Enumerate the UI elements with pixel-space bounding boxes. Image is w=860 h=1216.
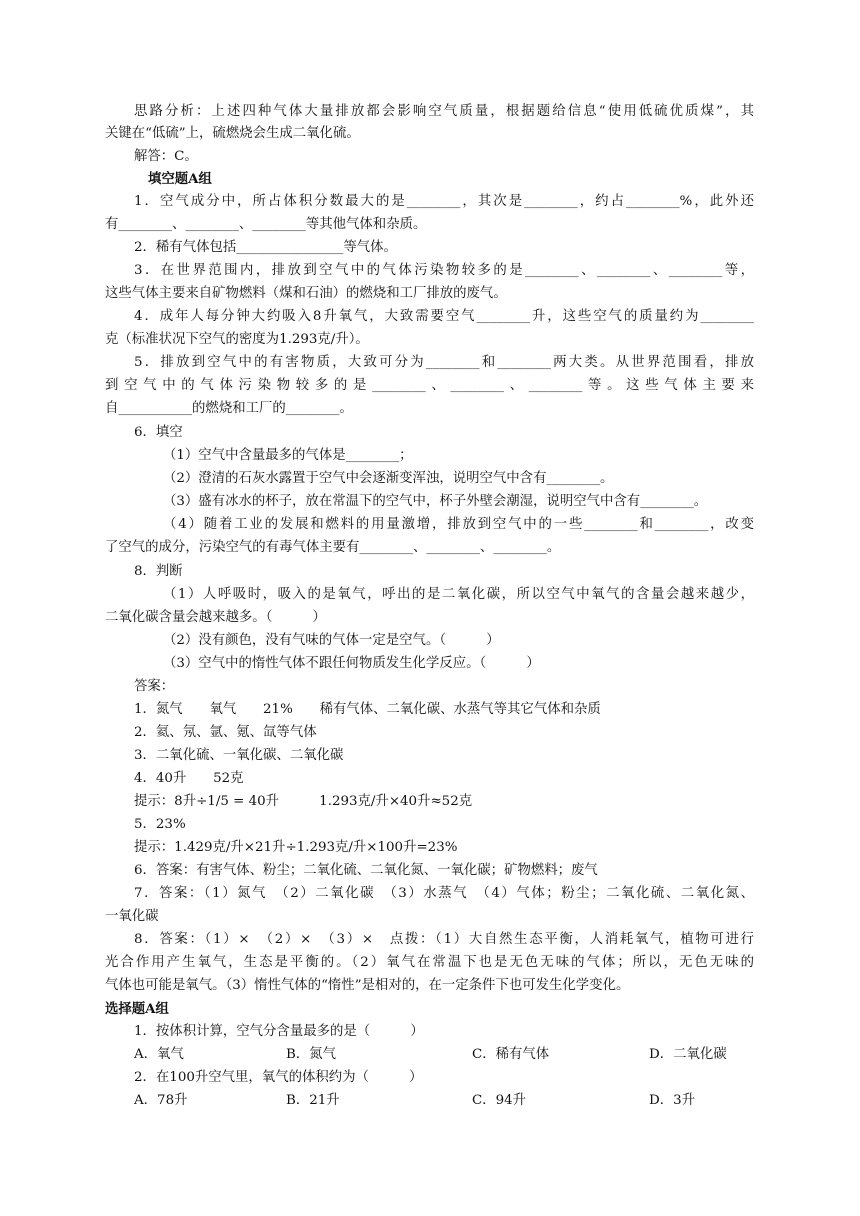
choice-q1-option-a: A．氧气: [134, 1047, 184, 1062]
answer-1: 1．氮气 氧气 21% 稀有气体、二氧化碳、水蒸气等其它气体和杂质: [134, 702, 601, 717]
question-8-part-1-line-1: （1）人呼吸时，吸入的是氧气，呼出的是二氧化碳，所以空气中氧气的含量会越来越少，: [163, 587, 754, 602]
answer-5: 5．23%: [134, 817, 186, 832]
answer-4: 4．40升 52克: [134, 771, 244, 786]
question-5-line-3: 自___________的燃烧和工厂的________。: [105, 401, 353, 416]
choice-q2-option-d: D．3升: [649, 1093, 696, 1108]
answer-8-line-3: 气体也可能是氧气。（3）惰性气体的“惰性”是相对的，在一定条件下也可发生化学变化。: [105, 978, 630, 993]
answer-3: 3．二氧化硫、一氧化碳、二氧化碳: [134, 748, 344, 763]
question-6-part-3: （3）盛有冰水的杯子，放在常温下的空气中，杯子外壁会潮湿，说明空气中含有________。: [163, 494, 708, 509]
answer-line: 解答：C。: [134, 149, 198, 164]
choice-q1-option-c: C．稀有气体: [472, 1047, 550, 1062]
choice-q2-option-c: C．94升: [472, 1093, 527, 1108]
question-6-part-4-line-1: （4）随着工业的发展和燃料的用量激增，排放到空气中的一些________和________，改变: [163, 517, 754, 532]
answer-8-line-2: 光合作用产生氧气，生态是平衡的。（2）氧气在常温下也是无色无味的气体；所以，无色无味的: [105, 955, 754, 970]
answer-4-hint: 提示：8升÷1/5 = 40升 1.293克/升×40升≈52克: [134, 794, 473, 809]
question-1-line-2: 有________、________、________等其他气体和杂质。: [105, 217, 427, 232]
question-1-line-1: 1．空气成分中，所占体积分数最大的是________，其次是________，约占________%，此外还: [134, 194, 754, 209]
question-6-part-4-line-2: 了空气的成分，污染空气的有毒气体主要有________、________、________。: [105, 540, 561, 555]
question-6-part-2: （2）澄清的石灰水露置于空气中会逐渐变浑浊，说明空气中含有________。: [163, 471, 614, 486]
analysis-line-1: 思路分析：上述四种气体大量排放都会影响空气质量，根据题给信息“使用低硫优质煤”，其: [134, 104, 754, 119]
question-4-line-1: 4．成年人每分钟大约吸入8升氧气，大致需要空气________升，这些空气的质量约为________: [134, 309, 754, 324]
question-5-line-2: 到空气中的气体污染物较多的是________、________、________等。这些气体主要来: [105, 378, 754, 393]
question-4-line-2: 克（标准状况下空气的密度为1.293克/升）。: [105, 332, 369, 347]
question-3-line-1: 3．在世界范围内，排放到空气中的气体污染物较多的是________、________、________等，: [134, 263, 754, 278]
section-heading-fill-a: 填空题A组: [148, 171, 212, 187]
question-3-line-2: 这些气体主要来自矿物燃料（煤和石油）的燃烧和工厂排放的废气。: [105, 286, 507, 301]
analysis-line-2: 关键在“低硫”上，硫燃烧会生成二氧化硫。: [105, 126, 360, 141]
question-8-heading: 8．判断: [134, 564, 183, 579]
answer-5-hint: 提示：1.429克/升×21升÷1.293克/升×100升=23%: [134, 840, 458, 855]
answer-7-line-2: 一氧化碳: [105, 909, 159, 924]
question-8-part-2: （2）没有颜色，没有气味的气体一定是空气。（ ）: [163, 633, 500, 648]
choice-q1-option-b: B．氮气: [286, 1047, 337, 1062]
answer-6: 6．答案：有害气体、粉尘；二氧化硫、二氧化氮、一氧化碳；矿物燃料；废气: [134, 863, 598, 878]
question-2: 2．稀有气体包括________________等气体。: [134, 240, 397, 255]
answers-heading: 答案：: [134, 679, 175, 694]
question-8-part-1-line-2: 二氧化碳含量会越来越多。（ ）: [105, 610, 326, 625]
question-5-line-1: 5．排放到空气中的有害物质，大致可分为________和________两大类。从世界范围看，排放: [134, 355, 754, 370]
answer-8-line-1: 8．答案：（1）× （2）× （3）× 点拨：（1）大自然生态平衡，人消耗氧气，植物可进行: [134, 932, 754, 947]
answer-2: 2．氦、氖、氩、氪、氙等气体: [134, 725, 317, 740]
answer-7-line-1: 7．答案：（1）氮气 （2）二氧化碳 （3）水蒸气 （4）气体；粉尘；二氧化硫、二氧化氮、: [134, 886, 754, 901]
question-8-part-3: （3）空气中的惰性气体不跟任何物质发生化学反应。（ ）: [163, 656, 540, 671]
choice-q1-option-d: D．二氧化碳: [649, 1047, 727, 1062]
section-heading-choice-a: 选择题A组: [105, 1001, 169, 1017]
question-6-heading: 6．填空: [134, 425, 183, 440]
question-6-part-1: （1）空气中含量最多的气体是________；: [163, 448, 413, 463]
choice-q2-option-a: A．78升: [134, 1093, 188, 1108]
choice-question-2: 2．在100升空气里，氧气的体积约为（ ）: [134, 1070, 423, 1085]
choice-question-1: 1．按体积计算，空气分含量最多的是（ ）: [134, 1024, 424, 1039]
choice-q2-option-b: B．21升: [286, 1093, 340, 1108]
